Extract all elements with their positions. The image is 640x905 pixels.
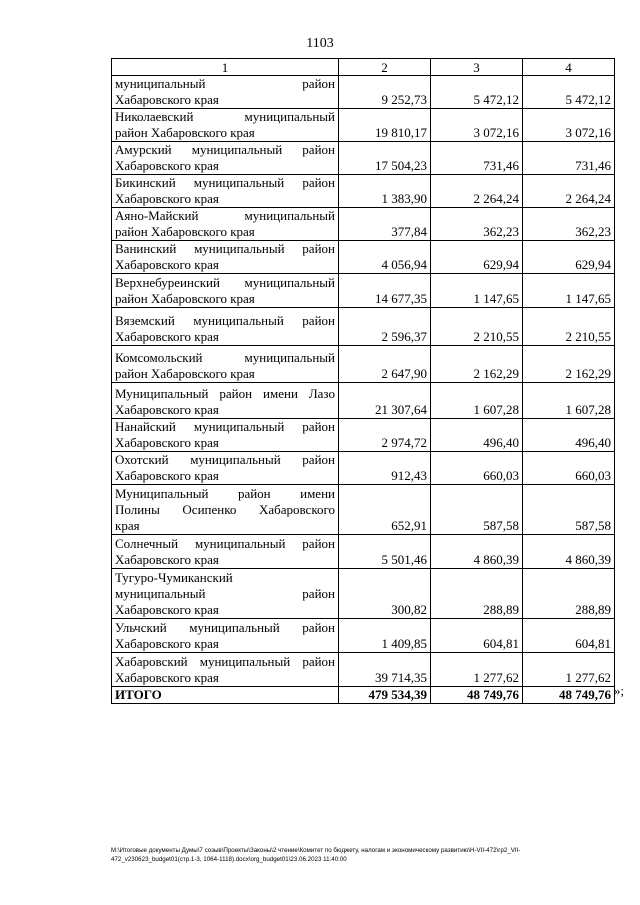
municipality-name-line: Хабаровского края — [115, 191, 219, 206]
municipality-name-cell — [112, 241, 339, 274]
value-col-3: 2 162,29 — [431, 346, 523, 383]
value-col-2: 17 504,23 — [339, 142, 431, 175]
budget-table — [111, 58, 615, 704]
value-col-3: 288,89 — [431, 569, 523, 619]
municipality-name-line: Николаевский муниципальный — [115, 109, 335, 124]
municipality-name-line: Вяземский муниципальный район — [115, 313, 335, 328]
table-row — [112, 346, 615, 383]
municipality-name-line: район Хабаровского края — [115, 125, 255, 140]
value-col-2: 912,43 — [339, 452, 431, 485]
municipality-name-line: Амурский муниципальный район — [115, 142, 335, 157]
header-col-3: 3 — [431, 59, 523, 76]
total-label: ИТОГО — [112, 687, 339, 704]
municipality-name-line: Хабаровского края — [115, 670, 219, 685]
municipality-name-cell — [112, 346, 339, 383]
municipality-name-cell — [112, 142, 339, 175]
footer-line: M:\Итоговые документы Думы\7 созыв\Проекты\Законы\2 чтение\Комитет по бюджету, налогам и экономическому развитию\Н-VII-472\гр2_VII- — [111, 847, 521, 854]
municipality-name-cell — [112, 76, 339, 109]
value-col-2: 14 677,35 — [339, 274, 431, 308]
value-col-3: 660,03 — [431, 452, 523, 485]
municipality-name-cell — [112, 452, 339, 485]
value-col-3: 4 860,39 — [431, 535, 523, 569]
table-row — [112, 76, 615, 109]
municipality-name-line: муниципальный район — [115, 76, 335, 91]
municipality-name-line: Охотский муниципальный район — [115, 452, 335, 467]
value-col-4: 288,89 — [523, 569, 615, 619]
value-col-4: 3 072,16 — [523, 109, 615, 142]
value-col-3: 1 607,28 — [431, 383, 523, 419]
municipality-name-line: Ульчский муниципальный район — [115, 620, 335, 635]
value-col-3: 587,58 — [431, 485, 523, 535]
municipality-name-line: Хабаровского края — [115, 636, 219, 651]
municipality-name-line: Хабаровского края — [115, 602, 219, 617]
municipality-name-line: края — [115, 518, 140, 533]
municipality-name-cell — [112, 419, 339, 452]
value-col-4: 731,46 — [523, 142, 615, 175]
municipality-name-line: Ванинский муниципальный район — [115, 241, 335, 256]
table-row — [112, 142, 615, 175]
value-col-3: 1 277,62 — [431, 653, 523, 687]
value-col-3: 2 264,24 — [431, 175, 523, 208]
municipality-name-line: Бикинский муниципальный район — [115, 175, 335, 190]
municipality-name-line: Комсомольский муниципальный — [115, 350, 335, 365]
value-col-4: 587,58 — [523, 485, 615, 535]
municipality-name-line: район Хабаровского края — [115, 291, 255, 306]
value-col-2: 5 501,46 — [339, 535, 431, 569]
value-col-4: 5 472,12 — [523, 76, 615, 109]
value-col-4: 660,03 — [523, 452, 615, 485]
value-col-4: 2 210,55 — [523, 308, 615, 346]
municipality-name-cell — [112, 535, 339, 569]
municipality-name-line: Хабаровского края — [115, 158, 219, 173]
municipality-name-line: Муниципальный район имени — [115, 486, 335, 501]
table-row — [112, 308, 615, 346]
value-col-4: 1 607,28 — [523, 383, 615, 419]
municipality-name-line: Тугуро-Чумиканский — [115, 570, 233, 585]
municipality-name-line: Хабаровский муниципальный район — [115, 654, 335, 669]
header-col-1: 1 — [112, 59, 339, 76]
header-col-2: 2 — [339, 59, 431, 76]
total-value-col-3: 48 749,76 — [431, 687, 523, 704]
municipality-name-line: Хабаровского края — [115, 92, 219, 107]
municipality-name-cell — [112, 308, 339, 346]
municipality-name-cell — [112, 383, 339, 419]
value-col-3: 731,46 — [431, 142, 523, 175]
table-row — [112, 485, 615, 535]
value-col-3: 362,23 — [431, 208, 523, 241]
municipality-name-line: Солнечный муниципальный район — [115, 536, 335, 551]
value-col-2: 2 647,90 — [339, 346, 431, 383]
value-col-4: 496,40 — [523, 419, 615, 452]
value-col-2: 2 974,72 — [339, 419, 431, 452]
value-col-3: 629,94 — [431, 241, 523, 274]
municipality-name-line: Верхнебуреинский муниципальный — [115, 275, 335, 290]
table-row — [112, 419, 615, 452]
table-row — [112, 241, 615, 274]
municipality-name-line: Хабаровского края — [115, 435, 219, 450]
header-col-4: 4 — [523, 59, 615, 76]
municipality-name-line: Хабаровского края — [115, 552, 219, 567]
value-col-4: 4 860,39 — [523, 535, 615, 569]
table-row — [112, 383, 615, 419]
page-number: 1103 — [306, 36, 334, 51]
total-row — [112, 687, 615, 704]
municipality-name-cell — [112, 109, 339, 142]
table-row — [112, 653, 615, 687]
table-row — [112, 619, 615, 653]
municipality-name-line: Хабаровского края — [115, 257, 219, 272]
value-col-4: 1 277,62 — [523, 653, 615, 687]
total-value-col-2: 479 534,39 — [339, 687, 431, 704]
municipality-name-line: Нанайский муниципальный район — [115, 419, 335, 434]
municipality-name-cell — [112, 569, 339, 619]
municipality-name-line: Хабаровского края — [115, 402, 219, 417]
municipality-name-cell — [112, 619, 339, 653]
value-col-4: 604,81 — [523, 619, 615, 653]
value-col-2: 652,91 — [339, 485, 431, 535]
value-col-4: 629,94 — [523, 241, 615, 274]
table-row — [112, 208, 615, 241]
value-col-3: 3 072,16 — [431, 109, 523, 142]
table-row — [112, 175, 615, 208]
table-row — [112, 109, 615, 142]
value-col-2: 19 810,17 — [339, 109, 431, 142]
closing-quote-mark: »; — [614, 683, 625, 698]
value-col-3: 1 147,65 — [431, 274, 523, 308]
table-row — [112, 535, 615, 569]
value-col-4: 2 162,29 — [523, 346, 615, 383]
municipality-name-line: Хабаровского края — [115, 468, 219, 483]
value-col-3: 5 472,12 — [431, 76, 523, 109]
table-row — [112, 569, 615, 619]
table-header-row — [112, 59, 615, 76]
value-col-2: 21 307,64 — [339, 383, 431, 419]
value-col-2: 4 056,94 — [339, 241, 431, 274]
value-col-2: 9 252,73 — [339, 76, 431, 109]
value-col-4: 1 147,65 — [523, 274, 615, 308]
municipality-name-cell — [112, 485, 339, 535]
value-col-2: 39 714,35 — [339, 653, 431, 687]
total-value-col-4: 48 749,76 — [523, 687, 615, 704]
table-row — [112, 274, 615, 308]
municipality-name-line: Полины Осипенко Хабаровского — [115, 502, 335, 517]
document-footer-path — [111, 846, 616, 864]
value-col-2: 300,82 — [339, 569, 431, 619]
municipality-name-line: муниципальный район — [115, 586, 335, 601]
municipality-name-line: Хабаровского края — [115, 329, 219, 344]
value-col-4: 2 264,24 — [523, 175, 615, 208]
value-col-3: 2 210,55 — [431, 308, 523, 346]
value-col-2: 377,84 — [339, 208, 431, 241]
municipality-name-cell — [112, 274, 339, 308]
value-col-3: 496,40 — [431, 419, 523, 452]
value-col-2: 1 383,90 — [339, 175, 431, 208]
municipality-name-cell — [112, 208, 339, 241]
municipality-name-line: Аяно-Майский муниципальный — [115, 208, 335, 223]
value-col-3: 604,81 — [431, 619, 523, 653]
value-col-2: 1 409,85 — [339, 619, 431, 653]
municipality-name-line: район Хабаровского края — [115, 224, 255, 239]
municipality-name-line: район Хабаровского края — [115, 366, 255, 381]
footer-line: 472_v230623_budget01(стр.1-3, 1064-1118).docx\org_budget01\23.06.2023 11:40:00 — [111, 856, 347, 863]
municipality-name-line: Муниципальный район имени Лазо — [115, 386, 335, 401]
value-col-4: 362,23 — [523, 208, 615, 241]
municipality-name-cell — [112, 175, 339, 208]
municipality-name-cell — [112, 653, 339, 687]
value-col-2: 2 596,37 — [339, 308, 431, 346]
table-row — [112, 452, 615, 485]
